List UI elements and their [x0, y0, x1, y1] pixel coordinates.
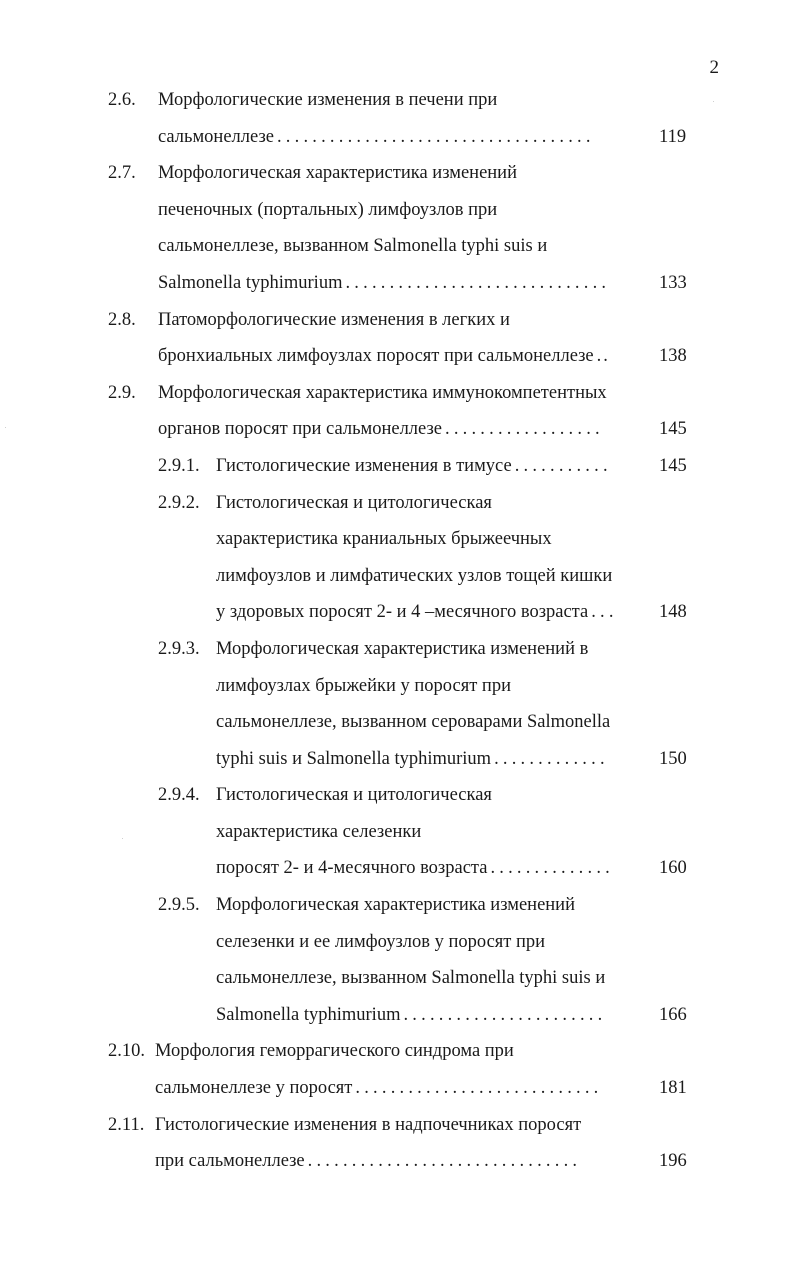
entry-title-line: Гистологические изменения в надпочечниках поросят [155, 1114, 582, 1135]
entry-title-line: сальмонеллезе, вызванном Salmonella typhi suis и [216, 968, 606, 989]
scan-speck [122, 838, 123, 839]
table-of-contents [0, 82, 799, 1180]
entry-number: 2.11. [108, 1114, 145, 1135]
entry-number: 2.9.3. [158, 638, 200, 659]
entry-title-line: характеристика селезенки [216, 821, 422, 842]
toc-subentry [0, 777, 799, 814]
dot-leader: ............. [494, 748, 609, 769]
entry-title-line: сальмонеллезе, вызванном Salmonella typhi suis и [158, 236, 548, 257]
toc-entry-last-line [0, 997, 799, 1034]
toc-entry [0, 1033, 799, 1070]
entry-title-line: характеристика краниальных брыжеечных [216, 529, 552, 550]
toc-entry-last-line [0, 1143, 799, 1180]
dot-leader: ............................ [355, 1078, 603, 1099]
page-number: 2 [709, 57, 719, 78]
entry-title-line: Морфологическая характеристика иммунокомпетентных [158, 382, 607, 403]
toc-entry-line [0, 228, 799, 265]
entry-page: 119 [659, 126, 687, 147]
entry-page: 148 [659, 602, 687, 623]
entry-number: 2.10. [108, 1041, 145, 1062]
entry-title-line: органов поросят при сальмонеллезе [158, 419, 442, 440]
toc-entry [0, 375, 799, 412]
toc-subentry [0, 887, 799, 924]
entry-title-line: поросят 2- и 4-месячного возраста [216, 858, 488, 879]
entry-page: 133 [659, 272, 687, 293]
toc-entry-last-line [0, 1070, 799, 1107]
entry-number: 2.9.4. [158, 785, 200, 806]
entry-number: 2.8. [108, 309, 136, 330]
toc-entry-line [0, 668, 799, 705]
entry-title-line: Морфологическая характеристика изменений [158, 163, 517, 184]
toc-entry-last-line [0, 119, 799, 156]
entry-title-line: лимфоузлах брыжейки у поросят при [216, 675, 511, 696]
entry-title-line: бронхиальных лимфоузлах поросят при сальмонеллезе [158, 346, 594, 367]
entry-title-line: Гистологическая и цитологическая [216, 492, 492, 513]
dot-leader: ....................... [403, 1004, 607, 1025]
entry-number: 2.9. [108, 382, 136, 403]
toc-entry-line [0, 192, 799, 229]
entry-number: 2.9.1. [158, 455, 200, 476]
entry-number: 2.7. [108, 163, 136, 184]
entry-page: 145 [659, 455, 687, 476]
entry-number: 2.6. [108, 90, 136, 110]
entry-page: 160 [659, 858, 687, 879]
toc-entry-line [0, 521, 799, 558]
entry-title-line: при сальмонеллезе [155, 1151, 305, 1172]
entry-title-line: Salmonella typhimurium [216, 1004, 401, 1025]
entry-page: 138 [659, 346, 687, 367]
entry-title-line: Морфологические изменения в печени при [158, 90, 498, 110]
toc-entry [0, 302, 799, 339]
toc-entry-line [0, 960, 799, 997]
entry-title-line: Salmonella typhimurium [158, 272, 343, 293]
toc-entry-line [0, 924, 799, 961]
toc-entry-line [0, 704, 799, 741]
toc-entry-line [0, 814, 799, 851]
entry-title-line: селезенки и ее лимфоузлов у поросят при [216, 931, 546, 952]
dot-leader: .. [596, 346, 610, 367]
entry-page: 196 [659, 1151, 687, 1172]
toc-subentry [0, 631, 799, 668]
scan-speck [5, 427, 6, 428]
entry-title-line: Гистологическая и цитологическая [216, 785, 492, 806]
toc-entry-last-line [0, 741, 799, 778]
entry-title-line: сальмонеллезе, вызванном серoварами Salmonella [216, 712, 611, 733]
entry-number: 2.9.2. [158, 492, 200, 513]
entry-title-line: Морфологическая характеристика изменений в [216, 638, 589, 659]
entry-title-line: typhi suis и Salmonella typhimurium [216, 748, 492, 769]
toc-entry-last-line [0, 850, 799, 887]
entry-title-line: лимфоузлов и лимфатических узлов тощей кишки [216, 565, 613, 586]
entry-page: 145 [659, 419, 687, 440]
dot-leader: .............. [490, 858, 614, 879]
toc-entry [0, 82, 799, 119]
toc-entry-last-line [0, 338, 799, 375]
entry-page: 181 [659, 1078, 687, 1099]
entry-title-line: Патоморфологические изменения в легких и [158, 309, 510, 330]
toc-entry-last-line [0, 594, 799, 631]
toc-entry-line [0, 558, 799, 595]
scan-speck [713, 101, 714, 102]
entry-title-line: Гистологические изменения в тимусе [216, 455, 512, 476]
dot-leader: ............................... [307, 1151, 582, 1172]
toc-entry [0, 1107, 799, 1144]
dot-leader: ........... [514, 455, 612, 476]
entry-title-line: сальмонеллезе у поросят [155, 1078, 353, 1099]
entry-page: 166 [659, 1004, 687, 1025]
toc-entry-last-line [0, 411, 799, 448]
dot-leader: .................................... [276, 126, 595, 147]
dot-leader: .................. [445, 419, 604, 440]
toc-subentry [0, 485, 799, 522]
entry-number: 2.9.5. [158, 895, 200, 916]
entry-page: 150 [659, 748, 687, 769]
entry-title-line: у здоровых поросят 2- и 4 –месячного возраста [216, 602, 589, 623]
dot-leader: .............................. [345, 272, 611, 293]
entry-title-line: печеночных (портальных) лимфоузлов при [158, 199, 498, 220]
entry-title-line: Морфология геморрагического синдрома при [155, 1041, 514, 1062]
toc-entry-last-line [0, 265, 799, 302]
dot-leader: ... [591, 602, 618, 623]
entry-title-line: Морфологическая характеристика изменений [216, 895, 575, 916]
toc-subentry [0, 448, 799, 485]
entry-title-line: сальмонеллезе [158, 126, 274, 147]
toc-entry [0, 155, 799, 192]
